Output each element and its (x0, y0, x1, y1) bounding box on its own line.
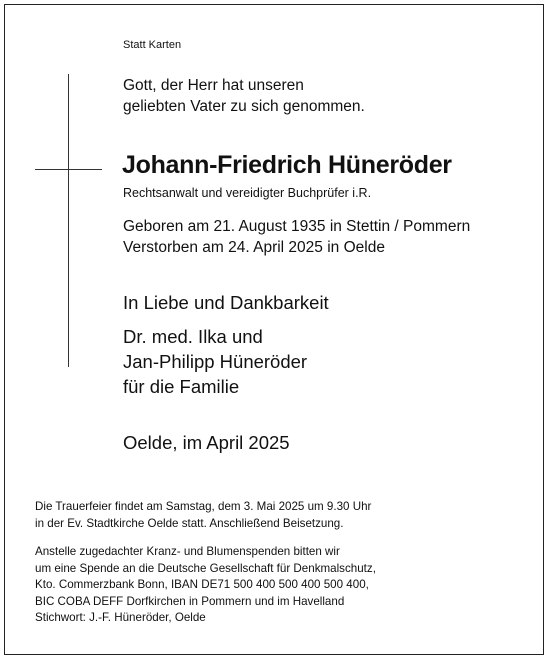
funeral-notice (35, 499, 371, 532)
mourner-line-2: Jan-Philipp Hüneröder (123, 351, 308, 372)
cross-horizontal-bar (35, 169, 102, 170)
death-line: Verstorben am 24. April 2025 in Oelde (123, 239, 385, 256)
funeral-line-1: Die Trauerfeier findet am Samstag, dem 3. Mai 2025 um 9.30 Uhr (35, 500, 372, 513)
mourners-names (123, 324, 307, 399)
donation-notice (35, 544, 376, 627)
mourner-line-3: für die Familie (123, 376, 240, 397)
place-date: Oelde, im April 2025 (123, 432, 290, 453)
donation-line-4: BIC COBA DEFF Dorfkirchen in Pommern und im Havelland (35, 594, 345, 608)
donation-line-3: Kto. Commerzbank Bonn, IBAN DE71 500 400 500 400 500 400, (35, 578, 369, 591)
donation-line-5: Stichwort: J.-F. Hüneröder, Oelde (35, 611, 206, 624)
deceased-title: Rechtsanwalt und vereidigter Buchprüfer i.R. (123, 186, 372, 200)
deceased-name: Johann-Friedrich Hüneröder (122, 151, 452, 179)
intro-text (123, 75, 365, 117)
header-label: Statt Karten (123, 39, 182, 51)
life-dates (123, 216, 470, 258)
donation-line-2: um eine Spende an die Deutsche Gesellschaft für Denkmalschutz, (35, 561, 376, 575)
cross-vertical-bar (68, 74, 69, 367)
mourners-intro: In Liebe und Dankbarkeit (123, 292, 329, 313)
intro-line-1: Gott, der Herr hat unseren (123, 77, 304, 94)
funeral-line-2: in der Ev. Stadtkirche Oelde statt. Anschließend Beisetzung. (35, 516, 344, 530)
birth-line: Geboren am 21. August 1935 in Stettin / Pommern (123, 218, 471, 235)
donation-line-1: Anstelle zugedachter Kranz- und Blumenspenden bitten wir (35, 545, 340, 558)
mourner-line-1: Dr. med. Ilka und (123, 326, 263, 347)
intro-line-2: geliebten Vater zu sich genommen. (123, 98, 365, 115)
